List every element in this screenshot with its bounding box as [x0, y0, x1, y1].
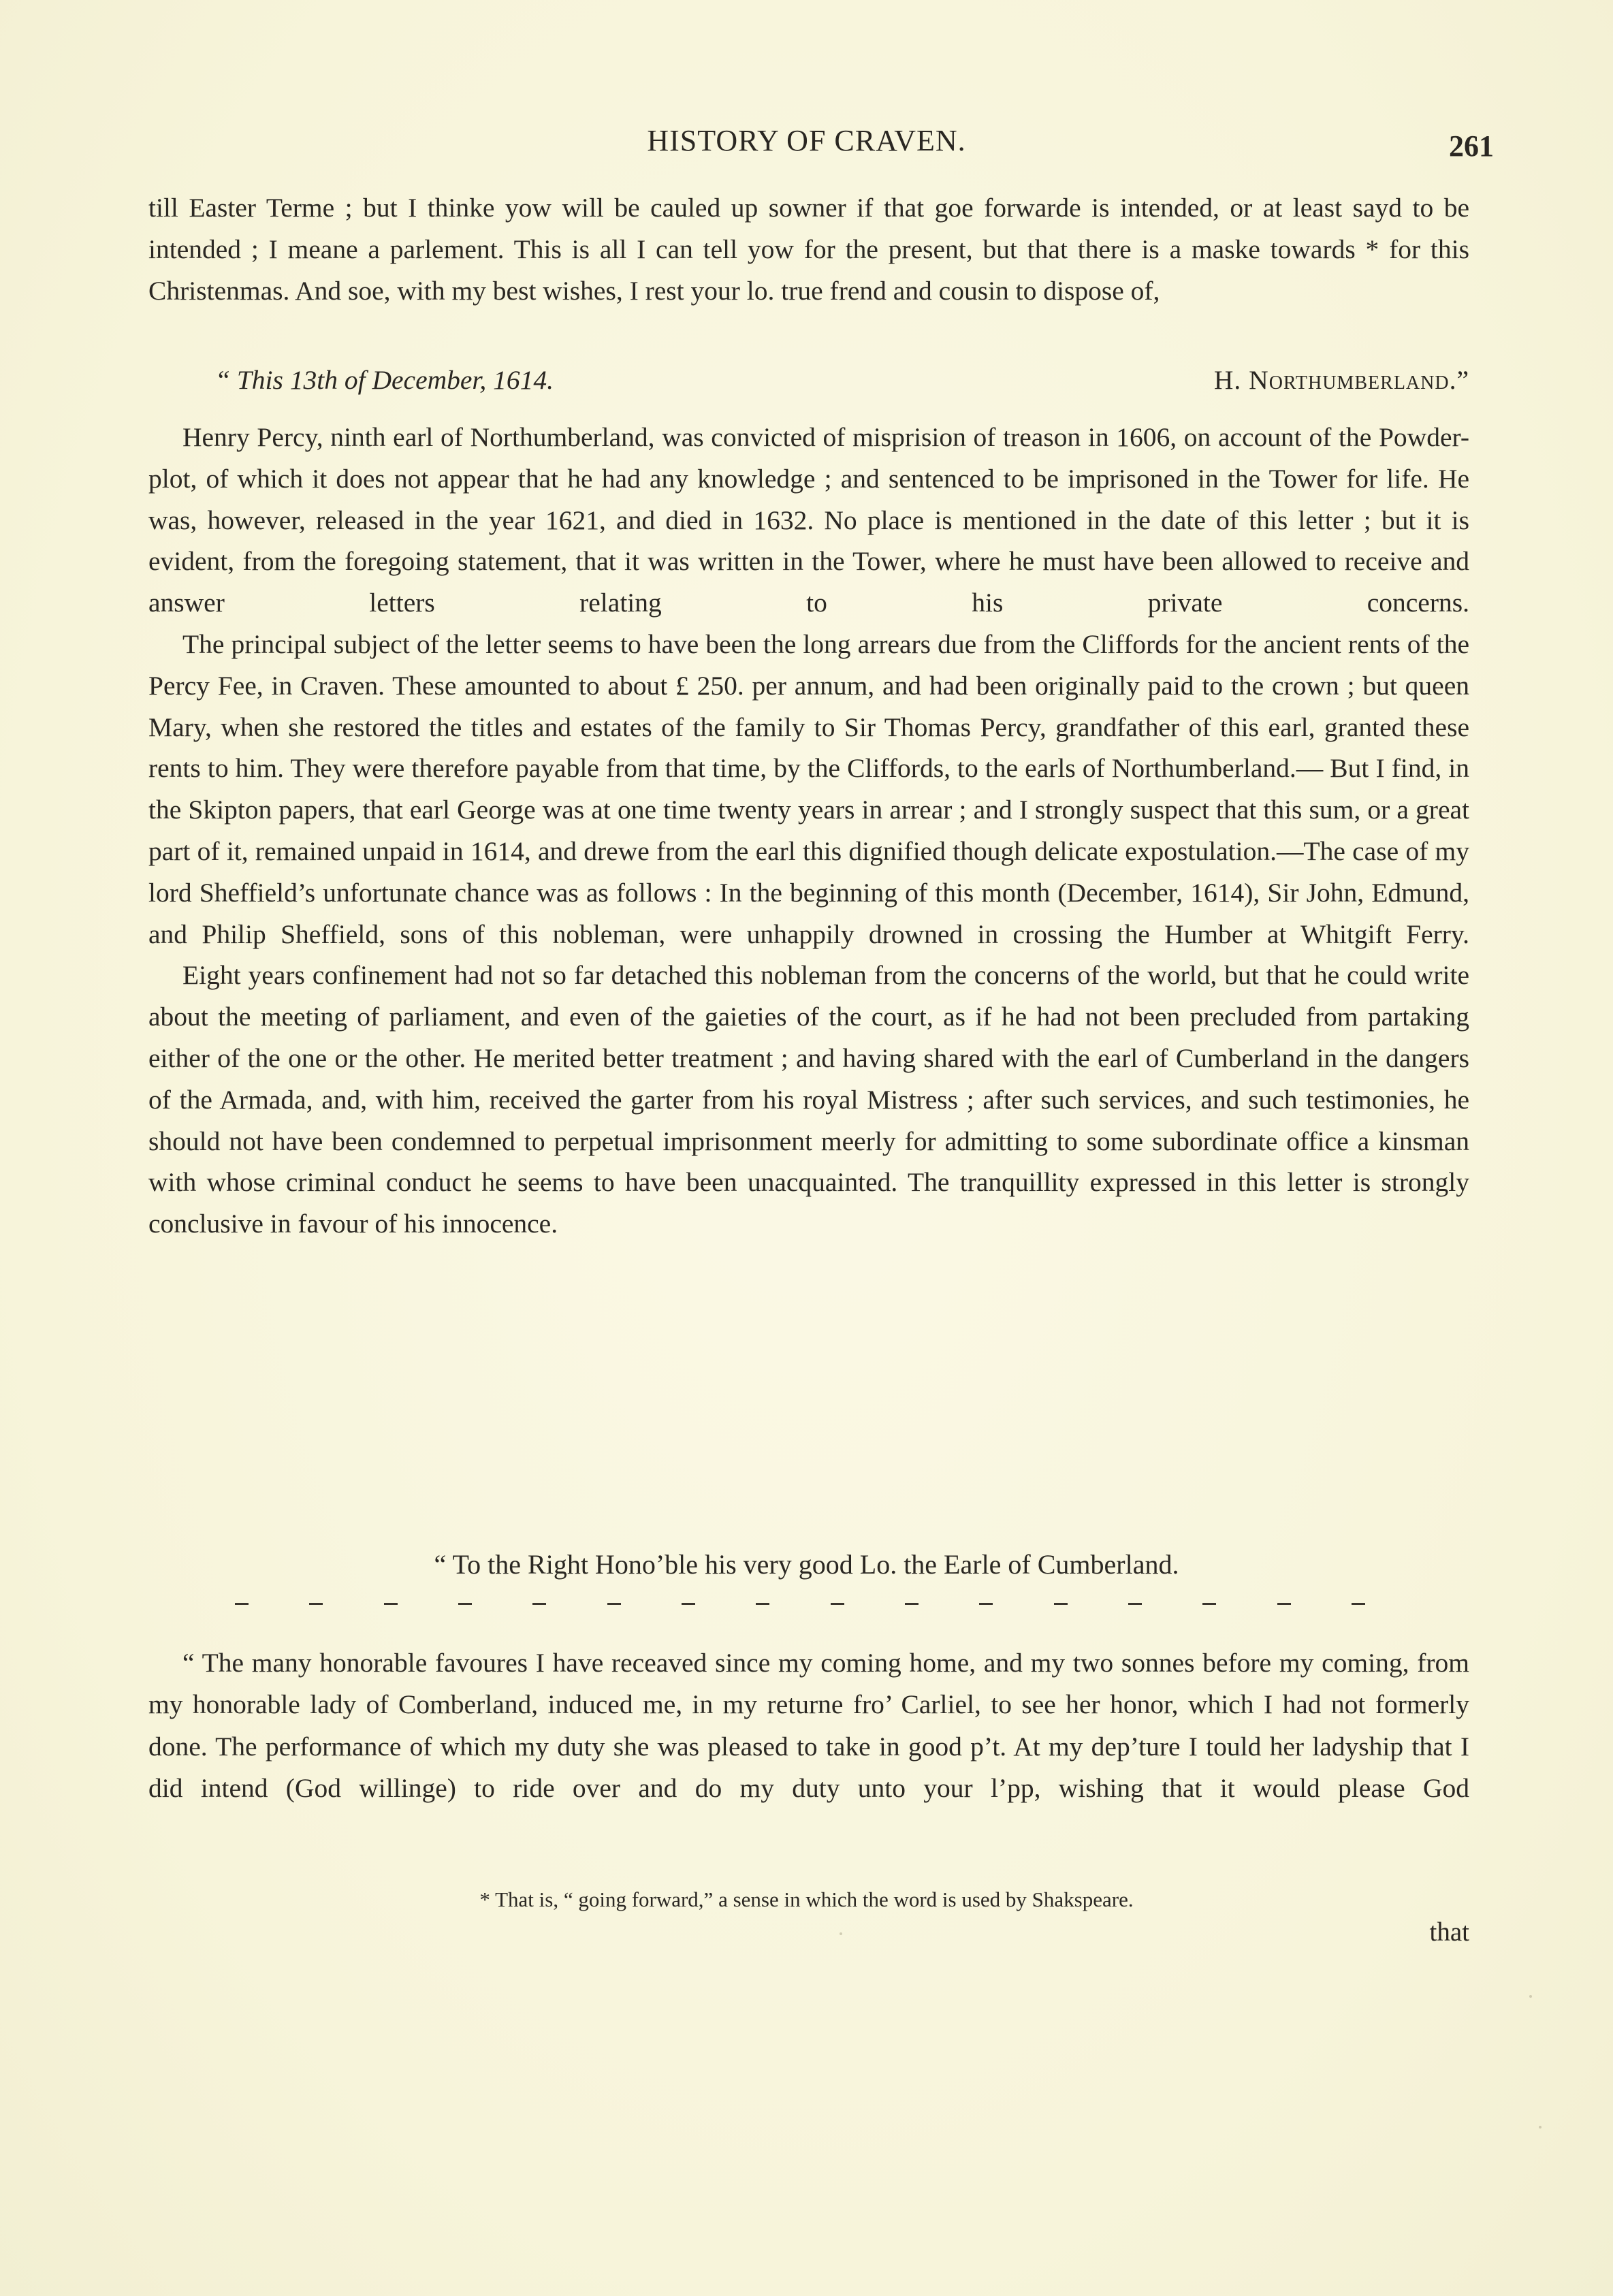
- letter-date: “ This 13th of December, 1614.: [215, 365, 554, 395]
- commentary-paragraph: Eight years confinement had not so far detached this nobleman from the concerns of the world, but that he could write about the meeting of parliament, and even of the gaieties of the court, as if he had not been precluded from partaking either of the one or the other. He merited better treatment ; and having shared with the earl of Cumberland in the dangers of the Armada, and, with him, received the garter from his royal Mistress ; after such services, and such testimonies, he should not have been condemned to perpetual imprisonment meerly for admitting to some subordinate office a kinsman with whose criminal conduct he seems to have been unacquainted. The tranquillity expressed in this letter is strongly conclusive in favour of his innocence.: [148, 960, 1469, 1239]
- letter-signature: H. Northumberland.”: [1213, 365, 1469, 395]
- footnote: * That is, “ going forward,” a sense in which the word is used by Shakspeare.: [479, 1887, 1134, 1911]
- letter-one-text: till Easter Terme ; but I thinke yow will be cauled up sowner if that goe forwarde is intended, or at least sayd to be intended ; I meane a parlement. This is all I can tell yow for the present, but that there is a maske towards * for this Christenmas. And soe, with my best wishes, I rest your lo. true frend and cousin to dispose of,: [148, 193, 1469, 306]
- paper-speck: [840, 1932, 842, 1935]
- paper-speck: [1529, 1995, 1532, 1998]
- running-title: HISTORY OF CRAVEN.: [647, 124, 966, 157]
- ellipsis-rule: [235, 1603, 1365, 1605]
- page-number: 261: [1449, 129, 1494, 163]
- letter-two-body: [148, 1642, 1469, 1810]
- commentary: [148, 417, 1469, 1245]
- catchword: that: [1429, 1917, 1469, 1947]
- commentary-paragraph: The principal subject of the letter seems to have been the long arrears due from the Cliffords for the ancient rents of the Percy Fee, in Craven. These amounted to about £ 250. per annum, and had been originally paid to the crown ; but queen Mary, when she restored the titles and estates of the family to Sir Thomas Percy, grandfather of this earl, granted these rents to him. They were therefore payable from that time, by the Cliffords, to the earls of Northumberland.— But I find, in the Skipton papers, that earl George was at one time twenty years in arrear ; and I strongly suspect that this sum, or a great part of it, remained unpaid in 1614, and drewe from the earl this dignified though delicate expostulation.—The case of my lord Sheffield’s unfortunate chance was as follows : In the beginning of this month (December, 1614), Sir John, Edmund, and Philip Sheffield, sons of this nobleman, were unhappily drowned in crossing the Humber at Whitgift Ferry.: [148, 628, 1469, 949]
- letter-two-text: “ The many honorable favoures I have receaved since my coming home, and my two sonnes before my coming, from my honorable lady of Comberland, induced me, in my returne fro’ Carliel, to see her honor, which I had not formerly done. The performance of which my duty she was pleased to take in good p’t. At my dep’ture I tould her ladyship that I did intend (God willinge) to ride over and do my duty unto your l’pp, wishing that it would please God: [148, 1648, 1469, 1804]
- letter-one-signoff: [215, 360, 1469, 400]
- letter-one-continuation: [148, 187, 1469, 312]
- letter-two-address: “ To the Right Hono’ble his very good Lo. the Earle of Cumberland.: [434, 1549, 1179, 1580]
- paper-speck: [1539, 2126, 1542, 2128]
- commentary-paragraph: Henry Percy, ninth earl of Northumberland, was convicted of misprision of treason in 1606, on account of the Powder-plot, of which it does not appear that he had any knowledge ; and sentenced to be imprisoned in the Tower for life. He was, however, released in the year 1621, and died in 1632. No place is mentioned in the date of this letter ; but it is evident, from the foregoing statement, that it was written in the Tower, where he must have been allowed to receive and answer letters relating to his private concerns.: [148, 422, 1469, 618]
